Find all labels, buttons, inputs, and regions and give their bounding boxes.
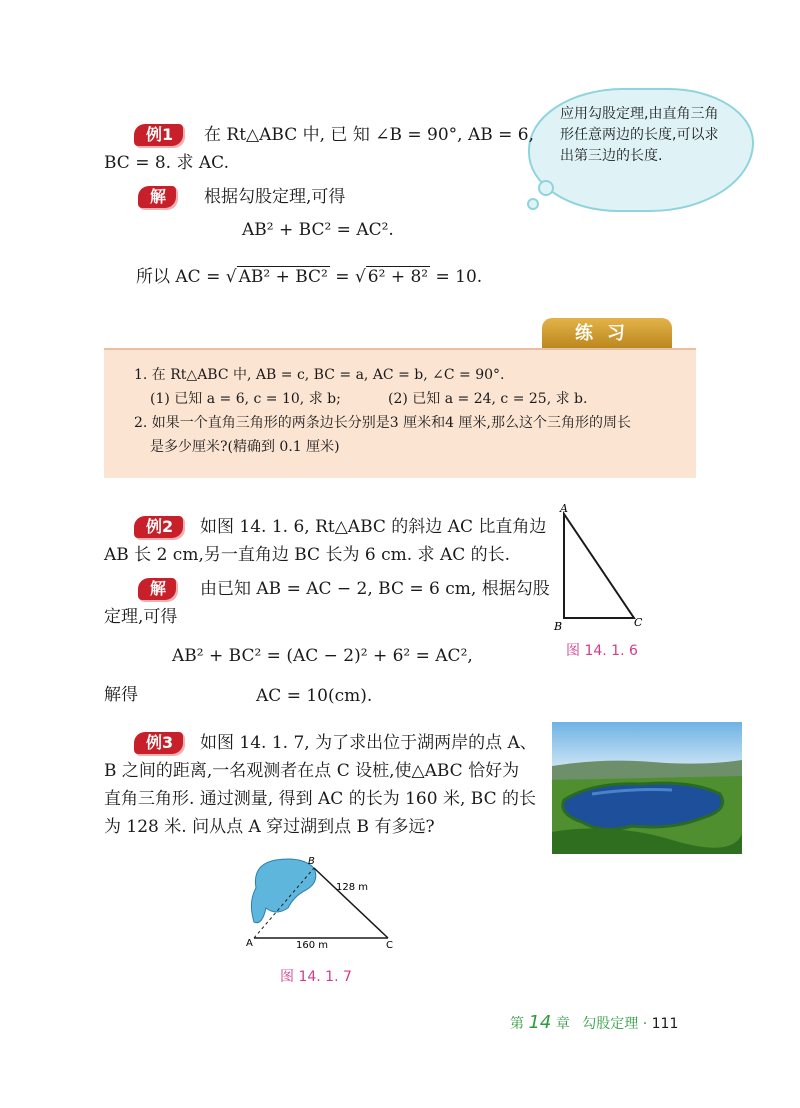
eq2-end: = 10. — [430, 267, 483, 287]
lake-photo — [552, 722, 742, 854]
exercise-q1: 1. 在 Rt△ABC 中, AB = c, BC = a, AC = b, ∠C = 90°. — [134, 367, 505, 383]
figure-14-1-6-caption: 图 14. 1. 6 — [566, 643, 638, 659]
example2-solution-line2: 定理,可得 — [104, 607, 178, 627]
fig7-label-b: B — [308, 856, 315, 867]
footer-chapter-suffix: 章 — [555, 1016, 570, 1032]
page-footer — [510, 1012, 678, 1033]
example2-equation: AB² + BC² = (AC − 2)² + 6² = AC², — [172, 646, 473, 666]
footer-dot-icon: · — [642, 1016, 648, 1032]
example3-line3: 直角三角形. 通过测量, 得到 AC 的长为 160 米, BC 的长 — [104, 789, 536, 809]
figure-14-1-7-caption: 图 14. 1. 7 — [280, 969, 352, 985]
exercise-q2-line2: 是多少厘米?(精确到 0.1 厘米) — [150, 439, 340, 455]
fig6-label-b: B — [554, 620, 563, 633]
sqrt-sign-icon: √ — [354, 267, 366, 287]
example1-line1: 在 Rt△ABC 中, 已 知 ∠B = 90°, AB = 6, — [204, 125, 534, 145]
fig6-label-c: C — [634, 616, 643, 629]
example1-label: 例1 — [134, 124, 183, 146]
eq2-radicand2: 6² + 8² — [367, 267, 429, 287]
example2-line1: 如图 14. 1. 6, Rt△ABC 的斜边 AC 比直角边 — [200, 517, 547, 537]
example1-solution-label: 解 — [138, 186, 176, 208]
footer-chapter-title: 勾股定理 — [582, 1016, 639, 1032]
example2-label: 例2 — [134, 516, 183, 538]
example2-line2: AB 长 2 cm,另一直角边 BC 长为 6 cm. 求 AC 的长. — [104, 545, 511, 565]
example2-solution-line1: 由已知 AB = AC − 2, BC = 6 cm, 根据勾股 — [200, 579, 550, 599]
eq2-prefix: 所以 AC = — [136, 267, 226, 287]
figure-14-1-7 — [236, 852, 406, 952]
bc-line — [314, 868, 388, 938]
eq2-radicand1: AB² + BC² — [238, 267, 328, 287]
example2-result-prefix: 解得 — [104, 685, 138, 705]
fig7-label-c: C — [386, 940, 393, 951]
fig6-label-a: A — [560, 504, 568, 515]
eq2-mid: = — [329, 267, 355, 287]
cloud-tail-icon — [520, 180, 560, 220]
exercise-q1b: (2) 已知 a = 24, c = 25, 求 b. — [388, 391, 588, 407]
footer-chapter-number: 14 — [528, 1012, 552, 1033]
cloud-note-text: 应用勾股定理,由直角三角形任意两边的长度,可以求出第三边的长度. — [560, 106, 719, 164]
example3-line1: 如图 14. 1. 7, 为了求出位于湖两岸的点 A、 — [200, 733, 537, 753]
example2-result: AC = 10(cm). — [256, 686, 373, 706]
fig7-bc-length: 128 m — [336, 882, 369, 893]
exercise-q1a: (1) 已知 a = 6, c = 10, 求 b; — [150, 391, 341, 407]
example3-line4: 为 128 米. 问从点 A 穿过湖到点 B 有多远? — [104, 817, 435, 837]
example1-equation1: AB² + BC² = AC². — [242, 220, 394, 240]
sqrt-sign-icon: √ — [225, 267, 237, 287]
example1-line2: BC = 8. 求 AC. — [104, 153, 229, 173]
exercise-q2-line1: 2. 如果一个直角三角形的两条边长分别是3 厘米和4 厘米,那么这个三角形的周长 — [134, 415, 631, 431]
example3-label: 例3 — [134, 732, 183, 754]
example1-solution-line: 根据勾股定理,可得 — [204, 187, 346, 207]
page-number: 111 — [651, 1016, 679, 1032]
fig7-label-a: A — [246, 938, 253, 949]
right-triangle-shape — [564, 514, 634, 618]
figure-14-1-6 — [548, 504, 648, 634]
example3-line2: B 之间的距离,一名观测者在点 C 设桩,使△ABC 恰好为 — [104, 761, 520, 781]
example2-solution-label: 解 — [138, 578, 176, 600]
fig7-ac-length: 160 m — [296, 940, 329, 951]
footer-chapter-prefix: 第 — [510, 1016, 524, 1032]
exercise-tab: 练习 — [542, 318, 672, 350]
example1-equation2 — [136, 262, 482, 287]
